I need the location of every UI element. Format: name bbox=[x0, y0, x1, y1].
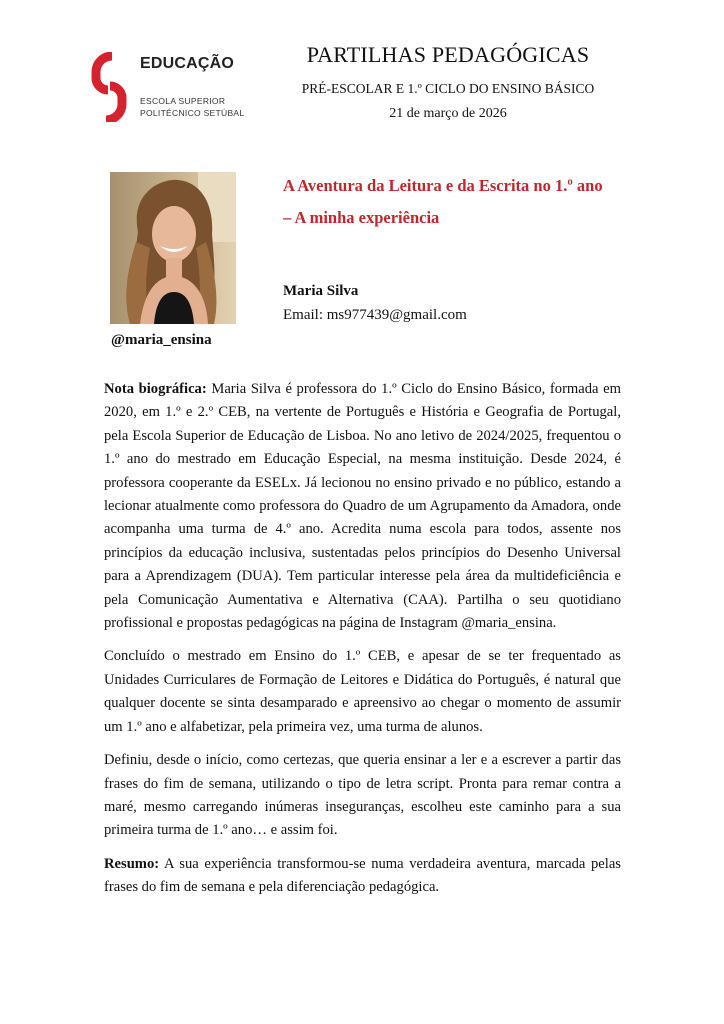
author-email[interactable]: Email: ms977439@gmail.com bbox=[283, 307, 467, 323]
summary-text: A sua experiência transformou-se numa verdadeira aventura, marcada pelas frases do fim de semana e pela diferenciação pedagógica. bbox=[104, 855, 621, 896]
article-title: A Aventura da Leitura e da Escrita no 1.º ano – A minha experiência bbox=[283, 176, 603, 227]
page-date: 21 de março de 2026 bbox=[389, 106, 507, 121]
article-body bbox=[104, 378, 621, 910]
logo-subtitle-line2: POLITÉCNICO SETÚBAL bbox=[140, 108, 245, 118]
instagram-handle[interactable]: @maria_ensina bbox=[111, 332, 212, 348]
bio-text: Maria Silva é professora do 1.º Ciclo do Ensino Básico, formada em 2020, em 1.º e 2.º CEB, na vertente de Português e História e Geografia de Portugal, pela Escola Superior de Educação de Lisboa. No ano letivo de 2024/2025, frequentou o 1.º ano do mestrado em Educação Especial, na mesma instituição. Desde 2024, é professora cooperante da ESELx. Já lecionou no ensino privado e no público, estando a lecionar atualmente como professora do Quadro de um Agrupamento da Amadora, onde acompanha uma turma de 4.º ano. Acredita numa escola para todos, assente nos princípios da educação inclusiva, sustentadas pelos princípios do Desenho Universal para a Aprendizagem (DUA). Tem particular interesse pela área da multideficiência e pela Comunicação Aumentativa e Alternativa (CAA). Partilha o seu quotidiano profissional e propostas pedagógicas na página de Instagram @maria_ensina. bbox=[104, 381, 621, 632]
author-name: Maria Silva bbox=[283, 283, 359, 299]
logo-title: EDUCAÇÃO bbox=[140, 55, 235, 72]
school-logo-mark bbox=[86, 52, 138, 122]
summary-paragraph bbox=[104, 853, 621, 900]
paragraph-3: Definiu, desde o início, como certezas, que queria ensinar a ler e a escrever a partir das frases do fim de semana, utilizando o tipo de letra script. Pronta para remar contra a maré, mesmo carregando inúmeras inseguranças, escolheu este caminho para a sua primeira turma de 1.º ano… e assim foi. bbox=[104, 752, 621, 839]
author-photo bbox=[110, 172, 236, 324]
bio-paragraph bbox=[104, 378, 621, 635]
logo-subtitle-line1: ESCOLA SUPERIOR bbox=[140, 96, 226, 106]
page-title: PARTILHAS PEDAGÓGICAS bbox=[306, 42, 590, 67]
bio-label: Nota biográfica: bbox=[104, 381, 207, 397]
summary-label: Resumo: bbox=[104, 855, 160, 872]
page-subtitle: PRÉ-ESCOLAR E 1.º CICLO DO ENSINO BÁSICO bbox=[301, 81, 595, 96]
paragraph-2: Concluído o mestrado em Ensino do 1.º CEB, e apesar de se ter frequentado as Unidades Curriculares de Formação de Leitores e Didática do Português, é natural que qualquer docente se sinta desamparado e apreensivo ao chegar o momento de assumir um 1.º ano e alfabetizar, pela primeira vez, uma turma de alunos. bbox=[104, 648, 621, 735]
school-logo bbox=[86, 52, 246, 122]
